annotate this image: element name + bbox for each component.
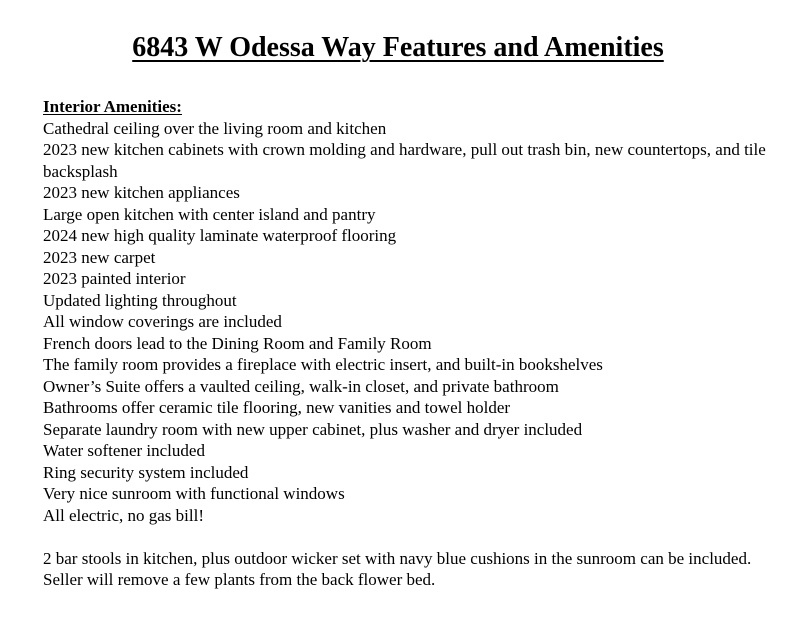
amenity-item: Water softener included — [43, 441, 205, 460]
amenity-item: Updated lighting throughout — [43, 290, 237, 310]
amenity-item: 2023 painted interior — [43, 269, 186, 288]
amenity-item: Cathedral ceiling over the living room and kitchen — [43, 118, 387, 138]
amenity-item: Very nice sunroom with functional windows — [43, 484, 345, 503]
amenity-item: 2023 new carpet — [43, 247, 156, 267]
amenities-list — [43, 118, 773, 527]
note-item: Seller will remove a few plants from the back flower bed. — [43, 570, 436, 589]
amenity-item: All electric, no gas bill! — [43, 505, 204, 525]
amenity-item: 2023 new kitchen appliances — [43, 183, 240, 202]
amenity-item: 2024 new high quality laminate waterproof flooring — [43, 226, 397, 245]
amenity-item: Owner’s Suite offers a vaulted ceiling, walk-in closet, and private bathroom — [43, 376, 559, 396]
amenity-item: French doors lead to the Dining Room and Family Room — [43, 333, 432, 353]
document-body — [43, 96, 773, 591]
amenity-item: All window coverings are included — [43, 312, 282, 331]
paragraph-gap — [43, 526, 773, 548]
amenity-item: The family room provides a fireplace with electric insert, and built-in bookshelves — [43, 355, 603, 374]
amenity-item: Separate laundry room with new upper cabinet, plus washer and dryer included — [43, 419, 583, 439]
page-title: 6843 W Odessa Way Features and Amenities — [132, 32, 664, 63]
section-heading-interior-amenities: Interior Amenities: — [43, 97, 182, 116]
note-item: 2 bar stools in kitchen, plus outdoor wicker set with navy blue cushions in the sunroom can be included. — [43, 548, 752, 568]
amenity-item: Bathrooms offer ceramic tile flooring, new vanities and towel holder — [43, 398, 511, 417]
amenity-item: Large open kitchen with center island and pantry — [43, 204, 376, 224]
notes-list — [43, 548, 773, 591]
amenity-item: Ring security system included — [43, 462, 249, 482]
amenity-item: 2023 new kitchen cabinets with crown molding and hardware, pull out trash bin, new countertops, and tile backsplash — [43, 140, 766, 181]
